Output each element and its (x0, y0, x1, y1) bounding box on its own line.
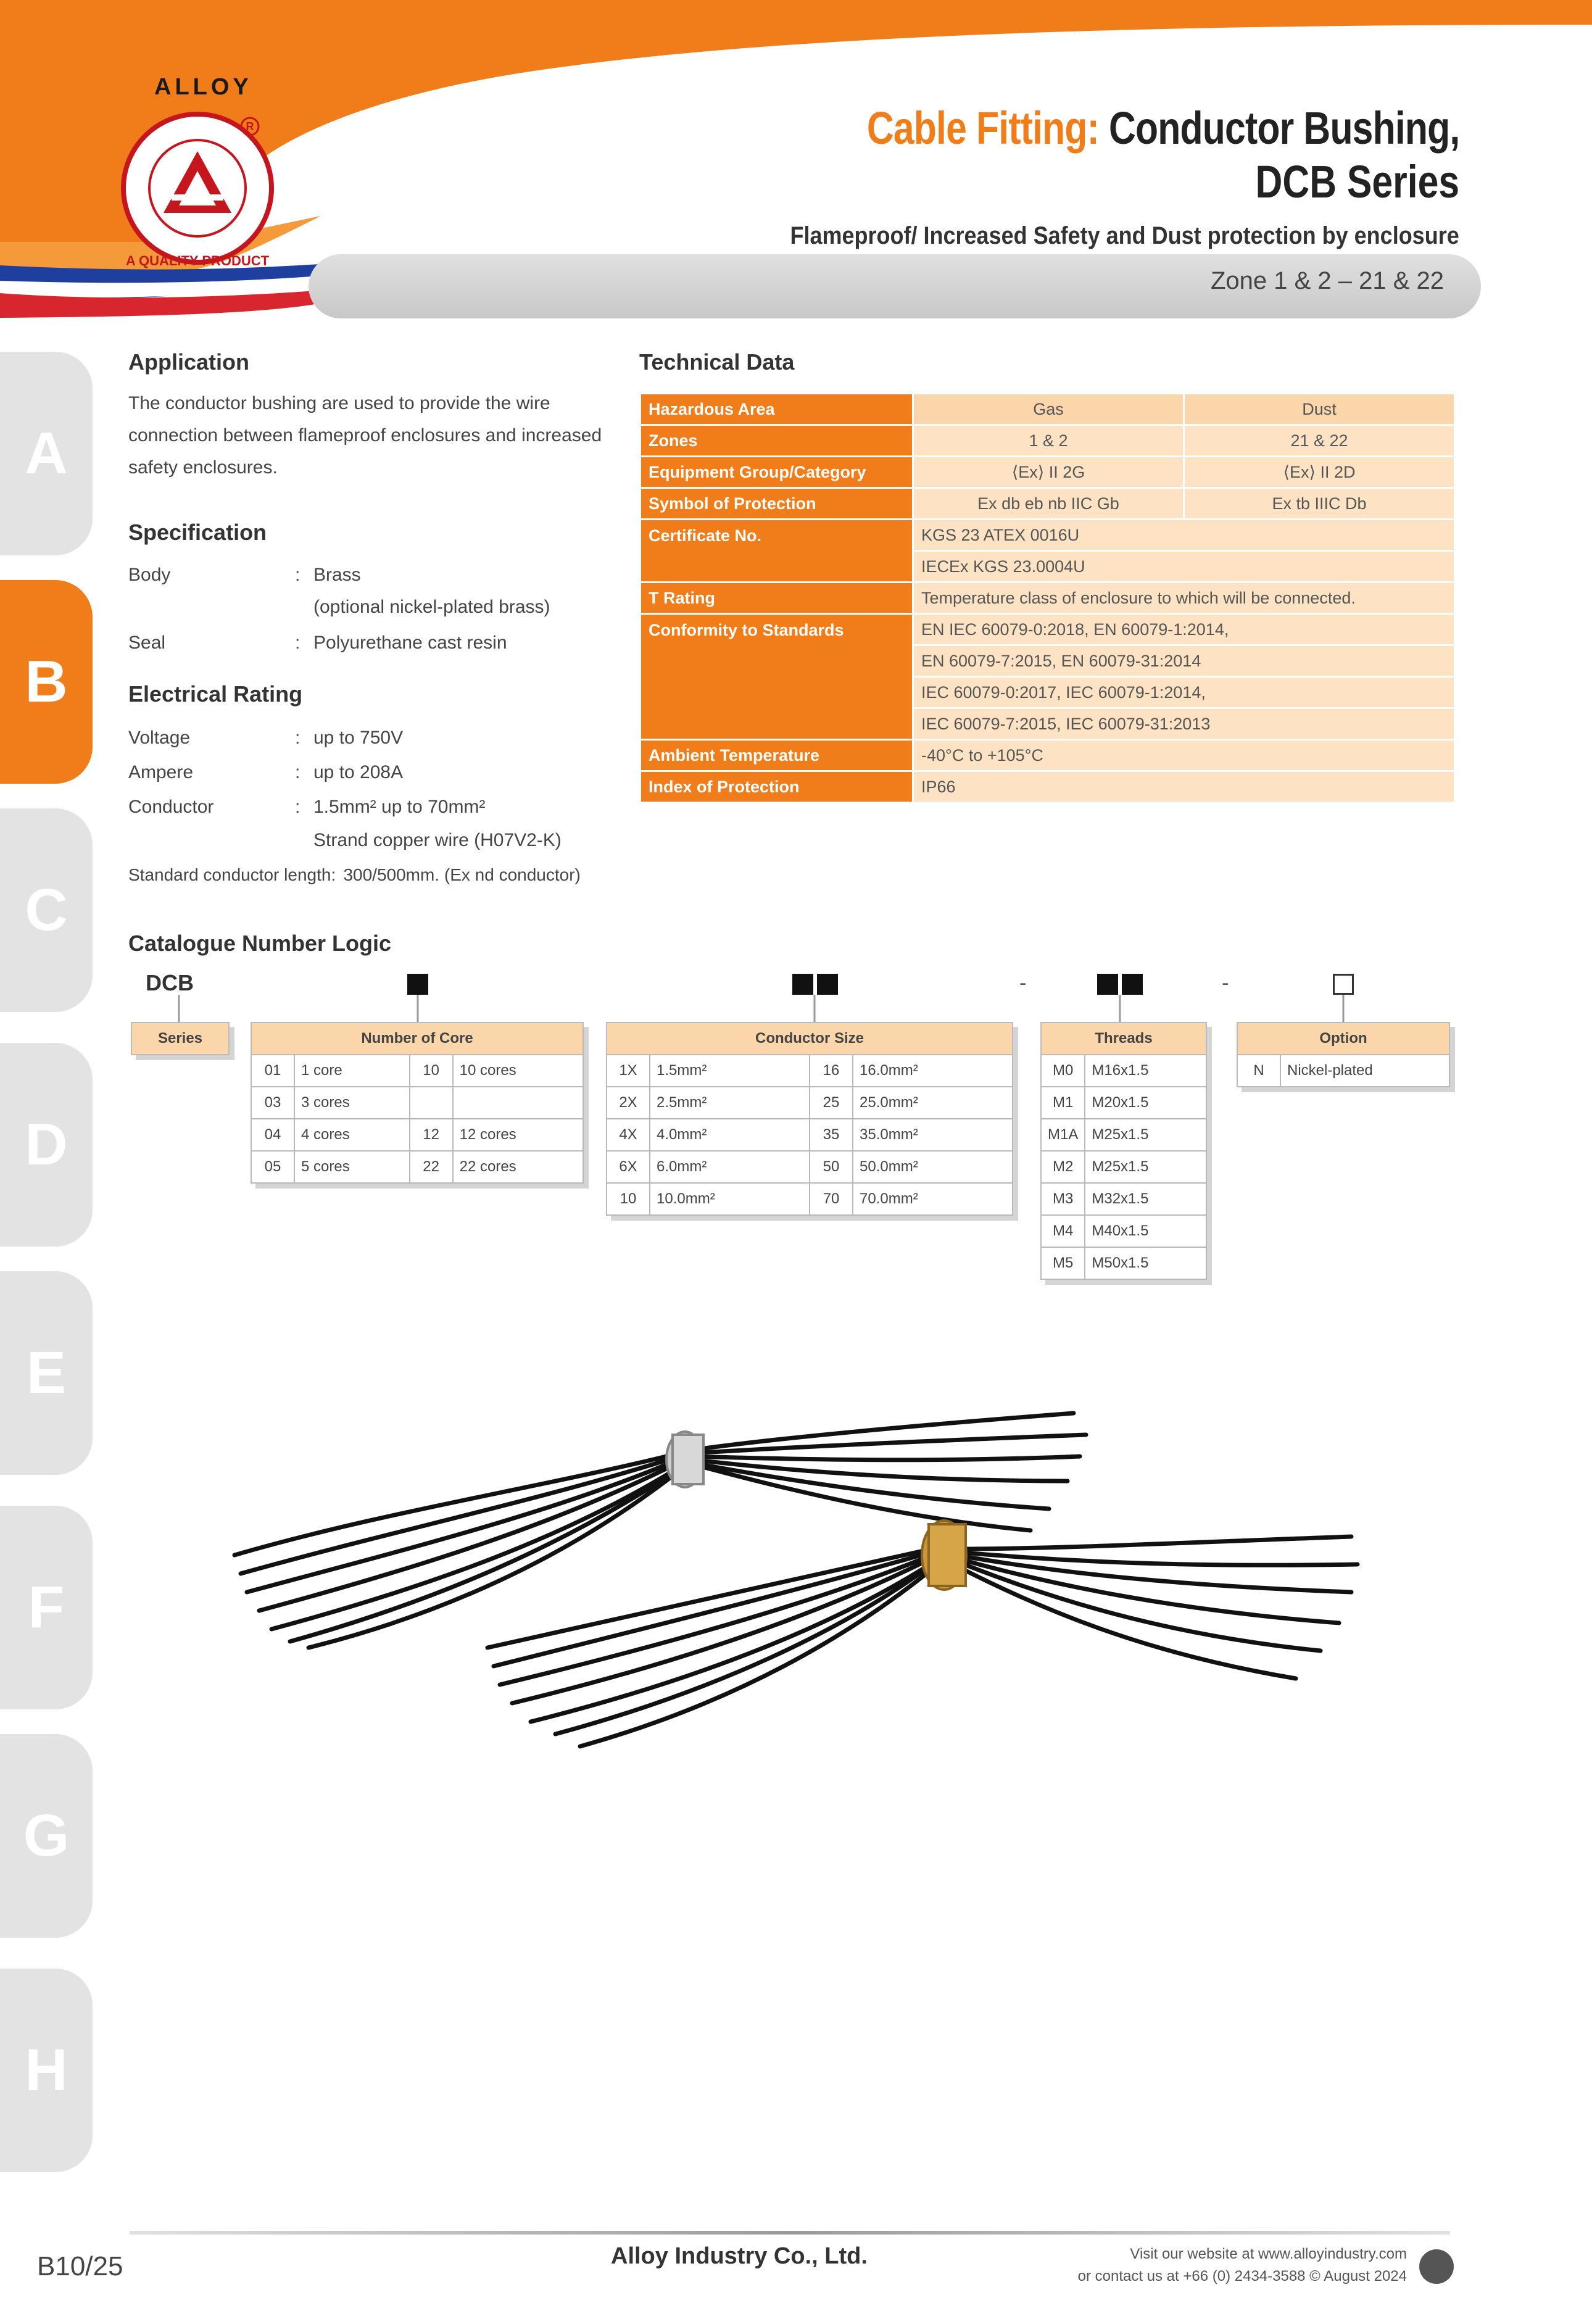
spec-row-body: Body : Brass (128, 565, 361, 585)
logo-tagline: A QUALITY PRODUCT (125, 253, 270, 268)
series-box: Series (131, 1022, 230, 1055)
table-row: 6X 6.0mm² 50 50.0mm² (607, 1151, 1013, 1183)
table-row: 4X 4.0mm² 35 35.0mm² (607, 1119, 1013, 1151)
side-tab-c[interactable]: C (0, 808, 93, 1012)
zone-text: Zone 1 & 2 – 21 & 22 (1210, 267, 1444, 294)
footer-divider (130, 2231, 1450, 2235)
table-row: IECEx KGS 23.0004U (641, 551, 1455, 583)
catalogue-prefix: DCB (146, 970, 194, 995)
table-row: M2 M25x1.5 (1041, 1151, 1206, 1183)
table-row: M0 M16x1.5 (1041, 1055, 1206, 1087)
side-tab-e[interactable]: E (0, 1271, 93, 1475)
side-tab-g[interactable]: G (0, 1734, 93, 1938)
side-tab-d[interactable]: D (0, 1043, 93, 1247)
technical-data-heading: Technical Data (639, 349, 795, 375)
table-row: M4 M40x1.5 (1041, 1215, 1206, 1247)
table-row: N Nickel-plated (1237, 1055, 1449, 1087)
table-row: Equipment Group/Category ⟨Ex⟩ II 2G ⟨Ex⟩ II 2D (641, 457, 1455, 488)
application-heading: Application (128, 349, 249, 375)
side-tab-h[interactable]: H (0, 1969, 93, 2172)
table-row: 04 4 cores 12 12 cores (251, 1119, 583, 1151)
code-dash: - (1019, 971, 1027, 995)
table-row: Certificate No. KGS 23 ATEX 0016U (641, 520, 1455, 551)
table-row: Index of Protection IP66 (641, 771, 1455, 803)
table-row: IEC 60079-7:2015, IEC 60079-31:2013 (641, 708, 1455, 740)
brand-wordmark: ALLOY (154, 74, 252, 100)
threads-table: Threads M0 M16x1.5 M1 M20x1.5 M1A M25x1.5 M2 M25x1.5 M3 M32x1.5 M4 M40x1.5 M5 M50x1.5 (1040, 1022, 1207, 1280)
rating-row-conductor-type: Strand copper wire (H07V2-K) (313, 830, 562, 850)
conductor-size-table: Conductor Size 1X 1.5mm² 16 16.0mm² 2X 2.5mm² 25 25.0mm² 4X 4.0mm² 35 35.0mm² 6X 6.0mm² 50 50.0mm² 10 10.0mm² 70 70.0mm² (606, 1022, 1013, 1216)
page-title: Cable Fitting: Conductor Bushing, (866, 102, 1459, 154)
table-row: 05 5 cores 22 22 cores (251, 1151, 583, 1183)
svg-text:R: R (246, 120, 254, 133)
spec-row-body-option: (optional nickel-plated brass) (313, 597, 550, 617)
side-tab-b[interactable]: B (0, 580, 93, 784)
rating-row-conductor: Conductor : 1.5mm² up to 70mm² (128, 797, 486, 817)
table-row: 01 1 core 10 10 cores (251, 1055, 583, 1087)
side-tab-a[interactable]: A (0, 352, 93, 555)
table-row: 03 3 cores (251, 1087, 583, 1119)
catalogue-connectors (0, 0, 1592, 1037)
rating-row-length: Standard conductor length: 300/500mm. (Ex nd conductor) (128, 865, 581, 884)
product-photo (222, 1388, 1444, 1790)
specification-heading: Specification (128, 520, 267, 545)
spec-row-seal: Seal : Polyurethane cast resin (128, 633, 507, 653)
table-row: 2X 2.5mm² 25 25.0mm² (607, 1087, 1013, 1119)
electrical-rating-heading: Electrical Rating (128, 681, 303, 707)
table-row: EN 60079-7:2015, EN 60079-31:2014 (641, 645, 1455, 677)
application-text: The conductor bushing are used to provide the wire connection between flameproof enclosures and increased safety enclosures. (128, 393, 602, 478)
table-row: IEC 60079-0:2017, IEC 60079-1:2014, (641, 677, 1455, 708)
globe-icon (1419, 2249, 1454, 2284)
page-title-series: DCB Series (1255, 156, 1459, 207)
table-row: 1X 1.5mm² 16 16.0mm² (607, 1055, 1013, 1087)
table-row: Hazardous Area Gas Dust (641, 394, 1455, 425)
side-tab-f[interactable]: F (0, 1506, 93, 1709)
page-number: B10/25 (37, 2251, 123, 2281)
table-row: 10 10.0mm² 70 70.0mm² (607, 1183, 1013, 1215)
table-row: T Rating Temperature class of enclosure to which will be connected. (641, 583, 1455, 614)
table-row: Ambient Temperature -40°C to +105°C (641, 740, 1455, 771)
table-row: Conformity to Standards EN IEC 60079-0:2018, EN 60079-1:2014, (641, 614, 1455, 645)
core-table: Number of Core 01 1 core 10 10 cores 03 3 cores 04 4 cores 12 12 cores 05 5 cores 22 22 cores (251, 1022, 584, 1184)
code-dash: - (1222, 971, 1229, 995)
rating-row-ampere: Ampere : up to 208A (128, 762, 404, 782)
catalogue-heading: Catalogue Number Logic (128, 931, 392, 956)
page-subtitle: Flameproof/ Increased Safety and Dust protection by enclosure (790, 222, 1459, 249)
contact-info: Visit our website at www.alloyindustry.com or contact us at +66 (0) 2434-3588 © August 2024 (1077, 2246, 1407, 2285)
option-table: Option N Nickel-plated (1237, 1022, 1450, 1087)
table-row: M1 M20x1.5 (1041, 1087, 1206, 1119)
table-row: Symbol of Protection Ex db eb nb IIC Gb Ex tb IIIC Db (641, 488, 1455, 520)
table-row: M5 M50x1.5 (1041, 1247, 1206, 1279)
table-row: M1A M25x1.5 (1041, 1119, 1206, 1151)
company-name: Alloy Industry Co., Ltd. (611, 2243, 868, 2269)
rating-row-voltage: Voltage : up to 750V (128, 728, 404, 748)
table-row: Zones 1 & 2 21 & 22 (641, 425, 1455, 457)
table-row: M3 M32x1.5 (1041, 1183, 1206, 1215)
